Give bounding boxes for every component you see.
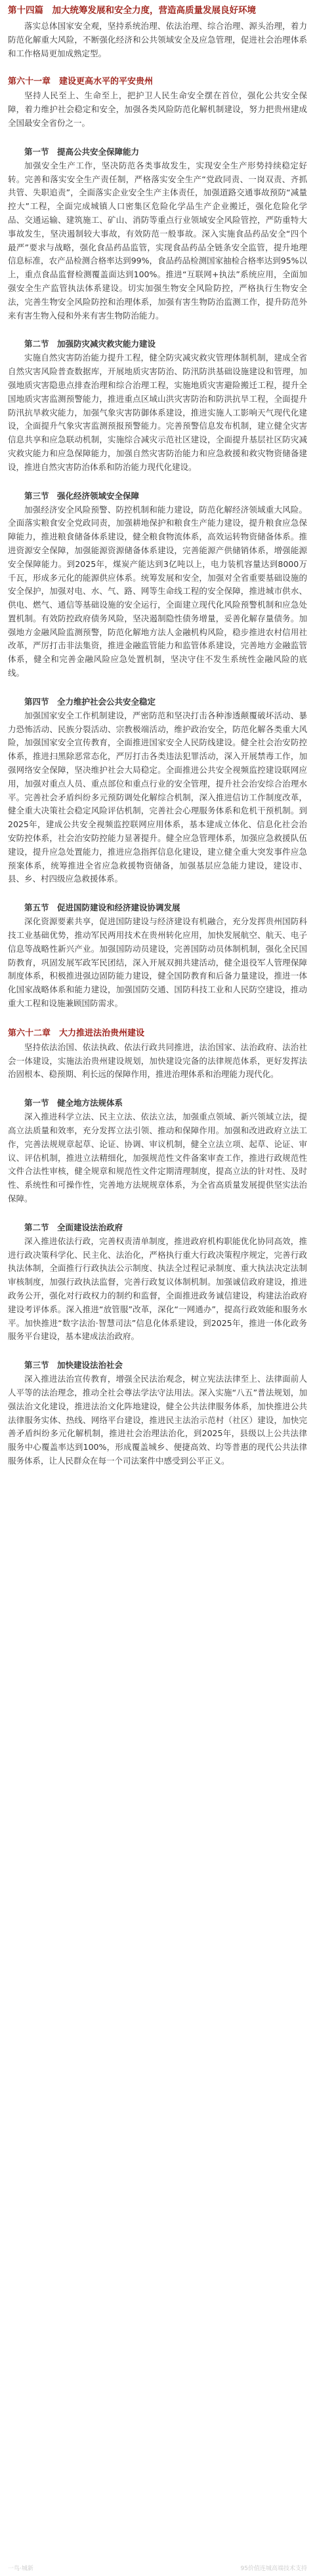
watermark-right: 95价值连城高端技术支持 bbox=[240, 2566, 307, 2572]
section-title-61-2: 第二节 加强防灾减灾救灾能力建设 bbox=[24, 339, 156, 349]
chapter-title-62: 第六十二章 大力推进法治贵州建设 bbox=[8, 1028, 145, 1038]
section-body-61-5: 深化资源要素共享，促进国防建设与经济建设有机融合，充分发挥贵州国防科技工业基础优势，推动军民两用技术在贵州转化应用，加快发展航空、航天、电子信息等战略性新兴产业。加强国防动员建设，完善国防动员体制机制，强化全民国防教育，巩固发展军政军民团结，深入开展双拥共建活动，健全退役军人管理保障制度体系，积极推进强边固防能力建设，健全国防教育和后备力量建设，推进一体化国家战略体系和能力建设，加强国防交通、国防科技工业和人民防空建设，推动重大工程和设施兼顾国防需求。 bbox=[8, 916, 307, 1009]
chapter-62-intro: 坚持依法治国、依法执政、依法行政共同推进，法治国家、法治政府、法治社会一体建设，实施法治贵州建设规划，加快建设完备的法律规范体系，更好发挥法治固根本、稳预期、利长远的保障作用，推进治理体系和治理能力现代化。 bbox=[8, 1042, 307, 1080]
section-body-62-1: 深入推进科学立法、民主立法、依法立法，加强重点领域、新兴领域立法，提高立法质量和效率，充分发挥立法引领、推动和保障作用。加强和改进政府立法工作，完善法规规章起草、论证、协调、审议机制，健全立法立项、起草、论证、审议、评估机制，推进立法精细化，加强规范性文件备案审查工作，推进行政规范性文件合法性审核，健全规章和规范性文件定期清理制度，提高立法的针对性、及时性、系统性和可操作性，完善地方法规规章体系，为全省高质量发展提供坚实法治保障。 bbox=[8, 1112, 307, 1203]
section-title-62-1: 第一节 健全地方法规体系 bbox=[24, 1098, 123, 1108]
section-title-61-4: 第四节 全力维护社会公共安全稳定 bbox=[24, 696, 156, 707]
intro-paragraph: 落实总体国家安全观，坚持系统治理、依法治理、综合治理、源头治理，着力防范化解重大风险，不断强化经济和公共领域安全及应急管理，促进社会治理体系和工作格局更加成熟定型。 bbox=[8, 21, 307, 58]
section-body-61-1: 加强安全生产工作，坚决防范各类事故发生，实现安全生产形势持续稳定好转。完善和落实安全生产责任制，严格落实安全生产“党政同责、一岗双责、齐抓共管、失职追责”，全面落实企业安全生产主体责任，加强道路交通事故预防“减量控大”工程，全面完成城镇人口密集区危险化学品生产企业搬迁，强化危险化学品、交通运输、建筑施工、矿山、消防等重点行业领域安全风险管控，严防重特大事故发生，坚决遏制较大事故，有效防范一般事故。深入实施食品药品安全“四个最严”要求与战略，强化食品药品监管，实现食品药品全链条安全监管，提升地理信息标准，农产品检测合格率达到99%，食品药品检测国家抽检合格率达到95%以上，重点食品监督检测覆盖面达到100%。推进“互联网+执法”系统应用，全面加强安全生产监管执法体系建设。切实加强生物安全风险防控，严格执行生物安全法，完善生物安全风险防控和治理体系，加强有害生物防治监测工作，提升防范外来有害生物入侵和外来有害生物防治能力。 bbox=[8, 160, 307, 321]
section-title-61-3: 第三节 强化经济领域安全保障 bbox=[24, 490, 140, 501]
section-title-62-3: 第三节 加快建设法治社会 bbox=[24, 1360, 123, 1371]
section-body-61-2: 实施自然灾害防治能力提升工程，健全防灾减灾救灾管理体制机制，建成全省自然灾害风险普查数据库，开展地质灾害防治、防汛防洪基础设施建设和管理，加强地质灾害隐患点排查治理和综合治理工程，实施地质灾害避险搬迁工程，提升全国地质灾害监测预警能力，推进重点区域山洪灾害防治和防洪抗旱工程，全面提升防汛抗旱救灾能力，加强气象灾害防御体系建设，推进实施人工影响天气现代化建设，全面提升气象灾害监测预报预警能力。完善预警信息发布机制，建立健全灾害信息共享和应急联动机制，实施综合减灾示范社区建设，全面提升基层社区防灾减灾救灾能力和应急保障能力，加强自然灾害防治能力和应急救援和救灾物资储备建设，推进自然灾害防治体系和防治能力现代化建设。 bbox=[8, 353, 307, 472]
chapter-title-61: 第六十一章 建设更高水平的平安贵州 bbox=[8, 77, 154, 87]
section-body-61-4: 加强国家安全工作机制建设，严密防范和坚决打击各种渗透颠覆破坏活动、暴力恐怖活动、民族分裂活动、宗教极端活动，维护政治安全，防范化解各类重大风险，加强国家安全宣传教育，全面推进国家安全人民防线建设。健全社会治安防控体系，推进扫黑除恶常态化，严厉打击各类违法犯罪活动，深入开展禁毒工作，加强网络安全保障，坚决维护社会大局稳定。全面推进公共安全视频监控建设联网应用，加强对重点人员、重点部位和重点行业的安全管理，提升社会治安综合治理水平。完善社会矛盾纠纷多元预防调处化解综合机制，深入推进信访工作制度改革，健全重大决策社会稳定风险评估机制，完善社会心理服务体系和危机干预机制。到2025年，建成公共安全视频监控联网应用体系，基本建成立体化、信息化社会治安防控体系，社会治安防控能力显著提升。健全应急管理体系，加强应急救援队伍建设，提升应急处置能力，推进应急指挥信息化建设，建立健全重大突发事件应急预案体系，统筹推进全省应急救援物资储备，加强基层应急能力建设，建设市、县、乡、村四级应急救援体系。 bbox=[8, 710, 307, 884]
section-title-62-2: 第二节 全面建设法治政府 bbox=[24, 1222, 123, 1232]
section-title-61-1: 第一节 提高公共安全保障能力 bbox=[24, 146, 140, 157]
watermark-left: 一鸟·城新 bbox=[8, 2566, 33, 2572]
section-body-61-3: 加强经济安全风险预警、防控机制和能力建设，防范化解经济领域重大风险。全面落实粮食安全党政同责，加强耕地保护和粮食生产能力建设，提升粮食应急保障能力，推进粮食储备体系建设，健全粮食物流体系，高效运转物资储备体系。推进资源安全保障，加强能源资源储备体系建设，完善能源产供储销体系，增强能源安全保障能力。到2025年，煤炭产能达到3亿吨以上，电力装机容量达到8000万千瓦，形成多元化的能源供应体系。统筹发展和安全，加强对全省重要基础设施的安全保护，加强对电、水、气、路、网等生命线工程的安全保障，推进城市供水、供电、燃气、通信等基础设施的安全运行，全面建立现代化风险预警机制和应急处置机制。有效防控政府债务风险，坚决遏制隐性债务增量，妥善化解存量债务。加强地方金融风险监测预警，防范化解地方法人金融机构风险，稳步推进农村信用社改革，严厉打击非法集资，推进金融监管能力和监管体系建设，完善地方金融监管体系，健全和完善金融风险应急处置机制，坚决守住不发生系统性金融风险的底线。 bbox=[8, 504, 307, 678]
chapter-61-intro: 坚持人民至上、生命至上，把护卫人民生命安全摆在首位，强化公共安全保障，着力维护社会稳定和安全，加强各类风险防范化解机制建设，努力把贵州建成全国最安全省份之一。 bbox=[8, 90, 307, 128]
watermark-footer bbox=[0, 2559, 315, 2576]
part-title: 第十四篇 加大统筹发展和安全力度，营造高质量发展良好环境 bbox=[8, 5, 256, 16]
section-body-62-3: 深入推进法治宣传教育，增强全民法治观念，树立宪法法律至上、法律面前人人平等的法治理念，推动全社会尊法学法守法用法。深入实施“八五”普法规划，加强法治文化建设，推进法治文化阵地建设，健全公共法律服务体系，加快推进公共法律服务实体、热线、网络平台建设，推进民主法治示范村（社区）建设，加快完善矛盾纠纷多元化解机制，推进社会治理法治化，到2025年，县级以上公共法律服务中心覆盖率达到100%，形成覆盖城乡、便捷高效、均等普惠的现代公共法律服务体系，让人民群众在每一个司法案件中感受到公平正义。 bbox=[8, 1374, 307, 1466]
section-body-62-2: 深入推进依法行政，完善权责清单制度，推进政府机构职能优化协同高效，推进行政决策科学化、民主化、法治化，严格执行重大行政决策程序规定，完善行政执法体制，全面推行行政执法公示制度、执法全过程记录制度、重大执法决定法制审核制度，加强行政执法监督，完善行政复议体制机制。加强诚信政府建设，推进政务公开，强化对行政权力的制约和监督，全面推进政务诚信建设，构建法治政府建设考评体系。深入推进“放管服”改革，深化“一网通办”，提高行政效能和服务水平。加快推进“数字法治·智慧司法”信息化体系建设，到2025年，推进一体化政务服务平台建设，基本建成法治政府。 bbox=[8, 1236, 307, 1342]
section-title-61-5: 第五节 促进国防建设和经济建设协调发展 bbox=[24, 903, 180, 913]
